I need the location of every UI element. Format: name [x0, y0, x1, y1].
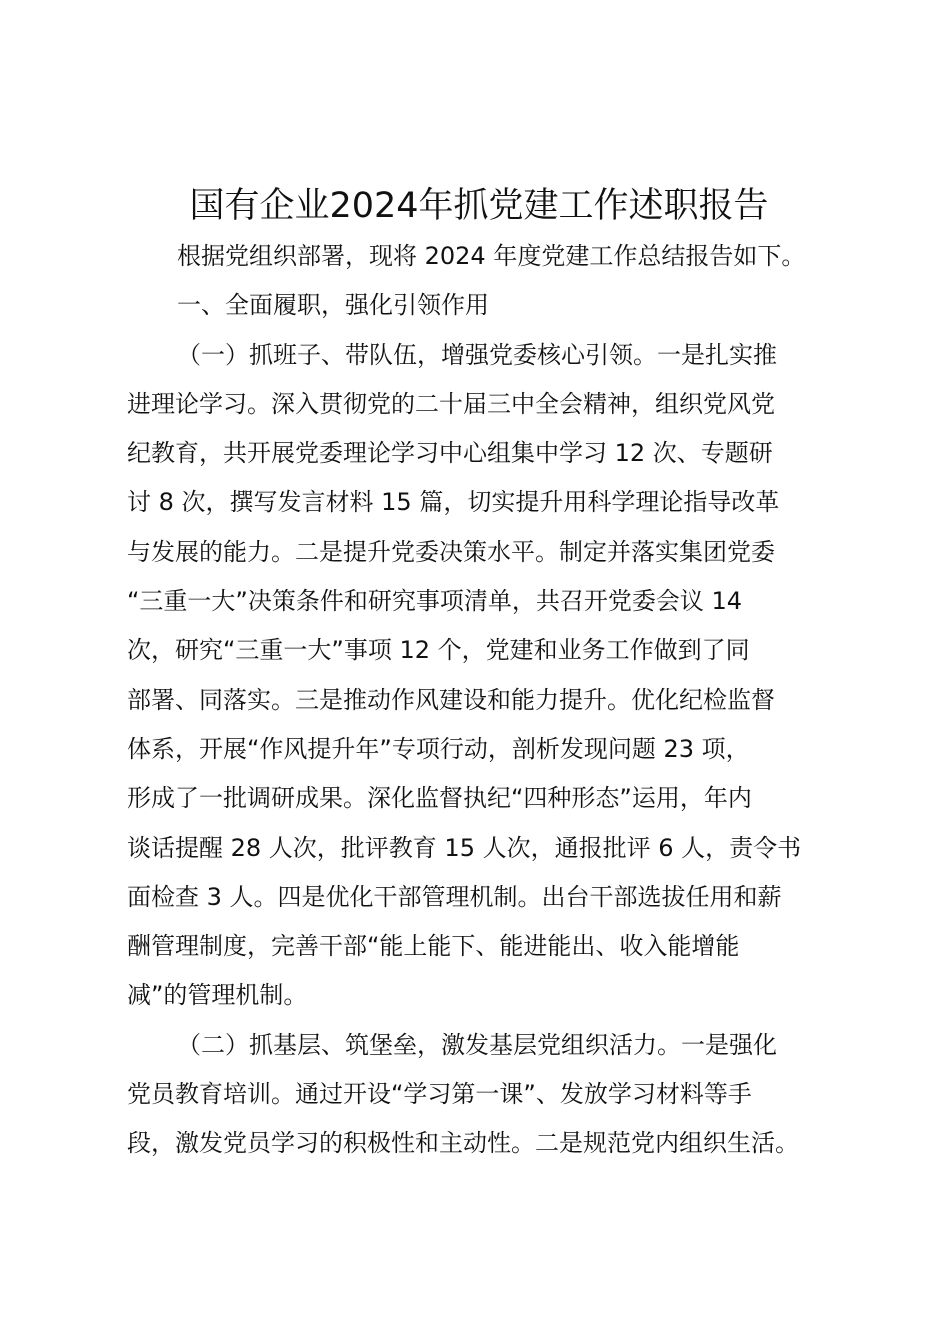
paragraph-line: （二）抓基层、筑堡垒，激发基层党组织活力。一是强化	[177, 1030, 777, 1059]
paragraph-line: 形成了一批调研成果。深化监督执纪“四种形态”运用，年内	[127, 784, 752, 813]
paragraph-line: 次，研究“三重一大”事项 12 个，党建和业务工作做到了同	[127, 636, 750, 665]
paragraph-line: 谈话提醒 28 人次，批评教育 15 人次，通报批评 6 人，责令书	[127, 833, 802, 862]
paragraph-line: 酬管理制度，完善干部“能上能下、能进能出、收入能增能	[127, 932, 740, 961]
document-title: 国有企业2024年抓党建工作述职报告	[189, 186, 769, 226]
paragraph-line: 党员教育培训。通过开设“学习第一课”、发放学习材料等手	[127, 1080, 752, 1109]
paragraph-line: 进理论学习。深入贯彻党的二十届三中全会精神，组织党风党	[127, 389, 775, 418]
paragraph-line: 讨 8 次，撰写发言材料 15 篇，切实提升用科学理论指导改革	[127, 488, 780, 517]
paragraph-line: 与发展的能力。二是提升党委决策水平。制定并落实集团党委	[127, 537, 775, 566]
paragraph-line: 面检查 3 人。四是优化干部管理机制。出台干部选拔任用和薪	[127, 882, 782, 911]
document-body	[127, 232, 847, 1169]
paragraph-line: “三重一大”决策条件和研究事项清单，共召开党委会议 14	[127, 587, 743, 616]
paragraph-line: 段，激发党员学习的积极性和主动性。二是规范党内组织生活。	[127, 1129, 799, 1158]
paragraph-line: 部署、同落实。三是推动作风建设和能力提升。优化纪检监督	[127, 685, 775, 714]
paragraph-line: 纪教育，共开展党委理论学习中心组集中学习 12 次、专题研	[127, 439, 773, 468]
paragraph-line: 体系，开展“作风提升年”专项行动，剖析发现问题 23 项，	[127, 734, 750, 763]
intro-paragraph: 根据党组织部署，现将 2024 年度党建工作总结报告如下。	[177, 242, 806, 270]
paragraph-line: （一）抓班子、带队伍，增强党委核心引领。一是扎实推	[177, 340, 777, 369]
section-heading: 一、全面履职，强化引领作用	[177, 291, 489, 320]
paragraph-line: 减”的管理机制。	[127, 981, 308, 1010]
